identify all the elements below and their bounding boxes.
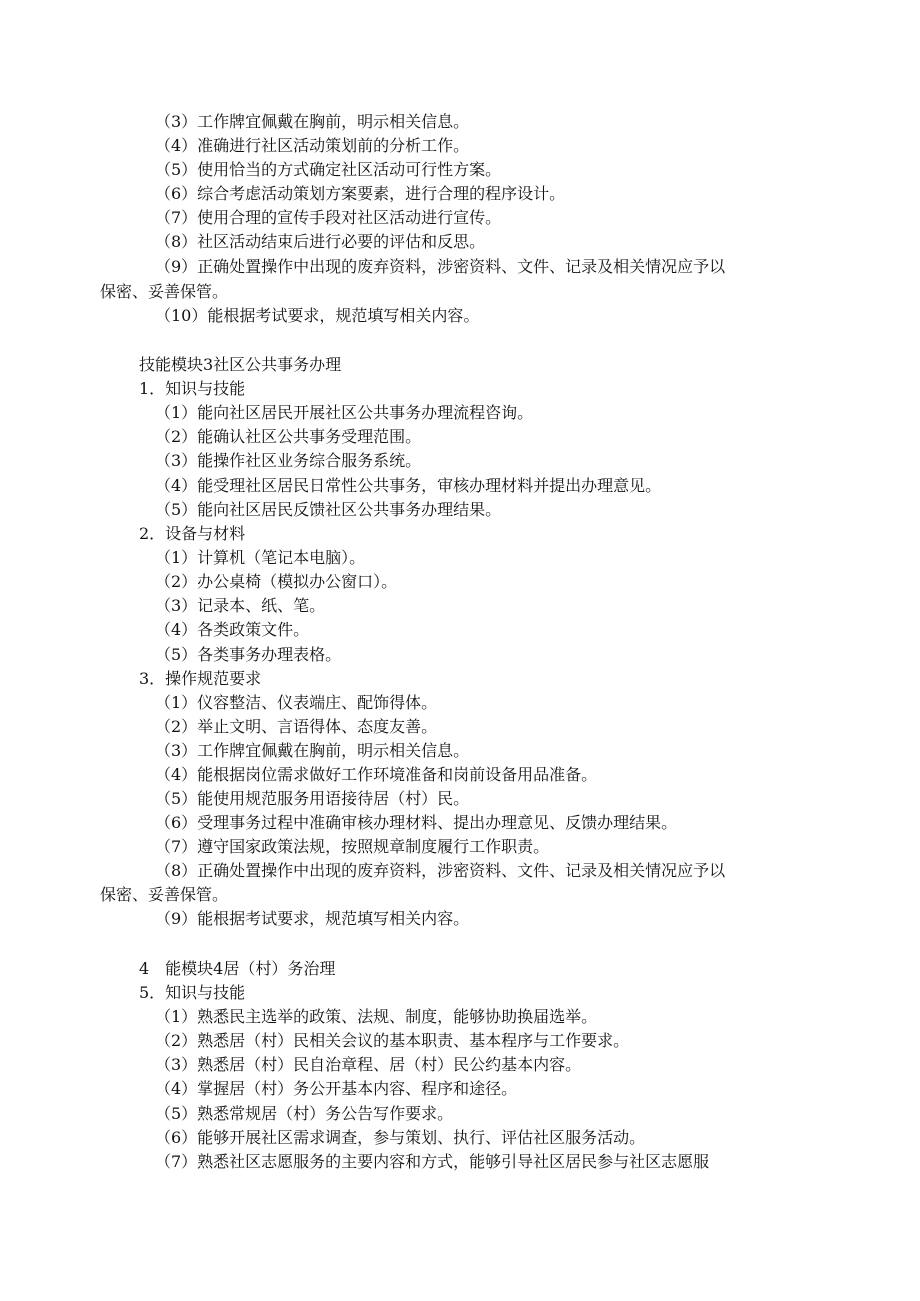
list-item: （3）工作牌宜佩戴在胸前，明示相关信息。 (155, 112, 470, 131)
list-item: （5）使用恰当的方式确定社区活动可行性方案。 (155, 160, 502, 179)
list-item: （8）正确处置操作中出现的废弃资料，涉密资料、文件、记录及相关情况应予以 (155, 861, 726, 880)
list-item: （7）使用合理的宣传手段对社区活动进行宣传。 (155, 208, 502, 227)
list-item: （5）能使用规范服务用语接待居（村）民。 (155, 789, 470, 808)
list-item: （2）能确认社区公共事务受理范围。 (155, 427, 422, 446)
module-3-heading-knowledge: 1．知识与技能 (139, 379, 246, 398)
list-item: （5）能向社区居民反馈社区公共事务办理结果。 (155, 500, 502, 519)
list-item: （5）各类事务办理表格。 (155, 645, 342, 664)
list-item: （6）综合考虑活动策划方案要素，进行合理的程序设计。 (155, 184, 566, 203)
list-item: （4）能受理社区居民日常性公共事务，审核办理材料并提出办理意见。 (155, 476, 662, 495)
module-4-heading-knowledge: 5．知识与技能 (139, 983, 246, 1002)
list-item-continuation: 保密、妥善保管。 (100, 885, 229, 904)
list-item: （3）熟悉居（村）民自治章程、居（村）民公约基本内容。 (155, 1055, 582, 1074)
list-item: （2）熟悉居（村）民相关会议的基本职责、基本程序与工作要求。 (155, 1031, 630, 1050)
list-item: （4）各类政策文件。 (155, 620, 310, 639)
list-item: （1）计算机（笔记本电脑）。 (155, 548, 366, 567)
list-item: （7）遵守国家政策法规，按照规章制度履行工作职责。 (155, 837, 550, 856)
list-item: （1）仪容整洁、仪表端庄、配饰得体。 (155, 693, 438, 712)
list-item: （2）办公桌椅（模拟办公窗口）。 (155, 572, 398, 591)
list-item: （3）工作牌宜佩戴在胸前，明示相关信息。 (155, 741, 470, 760)
list-item: （10）能根据考试要求，规范填写相关内容。 (155, 306, 480, 325)
module-3-heading-equipment: 2．设备与材料 (139, 524, 246, 543)
list-item: （3）记录本、纸、笔。 (155, 596, 326, 615)
list-item: （6）能够开展社区需求调查，参与策划、执行、评估社区服务活动。 (155, 1128, 646, 1147)
list-item: （4）能根据岗位需求做好工作环境准备和岗前设备用品准备。 (155, 765, 598, 784)
list-item: （9）能根据考试要求，规范填写相关内容。 (155, 909, 470, 928)
list-item: （8）社区活动结束后进行必要的评估和反思。 (155, 232, 486, 251)
list-item: （1）能向社区居民开展社区公共事务办理流程咨询。 (155, 403, 534, 422)
list-item: （3）能操作社区业务综合服务系统。 (155, 451, 422, 470)
list-item: （5）熟悉常规居（村）务公告写作要求。 (155, 1104, 454, 1123)
list-item: （9）正确处置操作中出现的废弃资料，涉密资料、文件、记录及相关情况应予以 (155, 257, 726, 276)
list-item: （4）准确进行社区活动策划前的分析工作。 (155, 136, 470, 155)
list-item: （1）熟悉民主选举的政策、法规、制度，能够协助换届选举。 (155, 1007, 598, 1026)
list-item: （4）掌握居（村）务公开基本内容、程序和途径。 (155, 1079, 518, 1098)
list-item: （7）熟悉社区志愿服务的主要内容和方式，能够引导社区居民参与社区志愿服 (155, 1152, 710, 1171)
module-4-title: 4 能模块4居（村）务治理 (139, 959, 336, 978)
list-item: （6）受理事务过程中准确审核办理材料、提出办理意见、反馈办理结果。 (155, 813, 678, 832)
list-item-continuation: 保密、妥善保管。 (100, 282, 229, 301)
module-3-title: 技能模块3社区公共事务办理 (139, 355, 342, 374)
module-3-heading-operation: 3．操作规范要求 (139, 669, 262, 688)
list-item: （2）举止文明、言语得体、态度友善。 (155, 717, 438, 736)
